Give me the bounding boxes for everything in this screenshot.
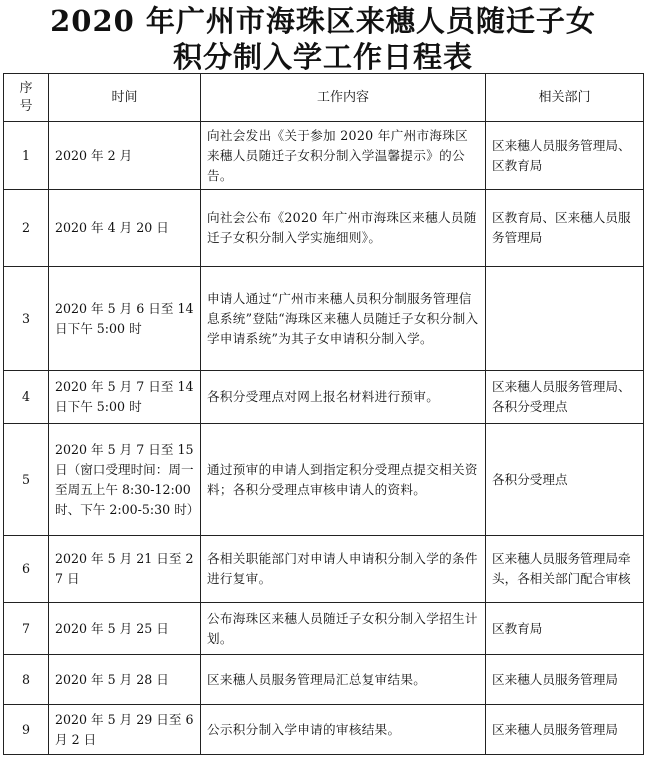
- table-row: [4, 424, 644, 536]
- row-department: [486, 267, 644, 371]
- row-time: 2020 年 5 月 6 日至 14 日下午 5:00 时: [49, 267, 201, 371]
- header-content: 工作内容: [201, 74, 486, 122]
- header-department: 相关部门: [486, 74, 644, 122]
- row-content: 向社会公布《2020 年广州市海珠区来穗人员随迁子女积分制入学实施细则》。: [201, 190, 486, 267]
- row-number: 1: [4, 122, 49, 190]
- row-number: 7: [4, 603, 49, 655]
- row-number: 6: [4, 536, 49, 603]
- row-time: 2020 年 5 月 21 日至 27 日: [49, 536, 201, 603]
- row-time: 2020 年 5 月 7 日至 14 日下午 5:00 时: [49, 371, 201, 424]
- row-number: 5: [4, 424, 49, 536]
- row-department: 区来穗人员服务管理局牵头，各相关部门配合审核: [486, 536, 644, 603]
- table-row: [4, 536, 644, 603]
- row-content: 各积分受理点对网上报名材料进行预审。: [201, 371, 486, 424]
- row-number: 4: [4, 371, 49, 424]
- document-title-line-2: 积分制入学工作日程表: [172, 40, 473, 74]
- row-content: 通过预审的申请人到指定积分受理点提交相关资料；各积分受理点审核申请人的资料。: [201, 424, 486, 536]
- table-row: [4, 122, 644, 190]
- row-time: 2020 年 5 月 25 日: [49, 603, 201, 655]
- table-row: [4, 603, 644, 655]
- row-time: 2020 年 4 月 20 日: [49, 190, 201, 267]
- row-department: 区教育局: [486, 603, 644, 655]
- row-department: 区来穗人员服务管理局、区教育局: [486, 122, 644, 190]
- row-content: 公示积分制入学申请的审核结果。: [201, 705, 486, 755]
- row-time: 2020 年 2 月: [49, 122, 201, 190]
- row-content: 向社会发出《关于参加 2020 年广州市海珠区来穗人员随迁子女积分制入学温馨提示》的公告。: [201, 122, 486, 190]
- row-time: 2020 年 5 月 29 日至 6 月 2 日: [49, 705, 201, 755]
- header-number-char-1: 序: [19, 80, 33, 96]
- row-department: 区来穗人员服务管理局、各积分受理点: [486, 371, 644, 424]
- table-header-row: [4, 74, 644, 122]
- row-content: 各相关职能部门对申请人申请积分制入学的条件进行复审。: [201, 536, 486, 603]
- table-row: [4, 655, 644, 705]
- row-content: 公布海珠区来穗人员随迁子女积分制入学招生计划。: [201, 603, 486, 655]
- schedule-table: [3, 73, 644, 755]
- header-number: [4, 74, 49, 122]
- row-department: 区来穗人员服务管理局: [486, 705, 644, 755]
- row-number: 3: [4, 267, 49, 371]
- row-number: 9: [4, 705, 49, 755]
- row-number: 8: [4, 655, 49, 705]
- row-department: 区教育局、区来穗人员服务管理局: [486, 190, 644, 267]
- row-department: 各积分受理点: [486, 424, 644, 536]
- document-title-line-1: 2020 年广州市海珠区来穗人员随迁子女: [50, 4, 596, 38]
- table-row: [4, 190, 644, 267]
- header-number-char-2: 号: [19, 98, 33, 114]
- table-row: [4, 371, 644, 424]
- row-time: 2020 年 5 月 28 日: [49, 655, 201, 705]
- row-number: 2: [4, 190, 49, 267]
- row-department: 区来穗人员服务管理局: [486, 655, 644, 705]
- row-time: 2020 年 5 月 7 日至 15 日（窗口受理时间：周一至周五上午 8:30-12:00 时、下午 2:00-5:30 时）: [49, 424, 201, 536]
- table-row: [4, 705, 644, 755]
- row-content: 区来穗人员服务管理局汇总复审结果。: [201, 655, 486, 705]
- header-time: 时间: [49, 74, 201, 122]
- table-row: [4, 267, 644, 371]
- row-content: 申请人通过“广州市来穗人员积分制服务管理信息系统”登陆“海珠区来穗人员随迁子女积分制入学申请系统”为其子女申请积分制入学。: [201, 267, 486, 371]
